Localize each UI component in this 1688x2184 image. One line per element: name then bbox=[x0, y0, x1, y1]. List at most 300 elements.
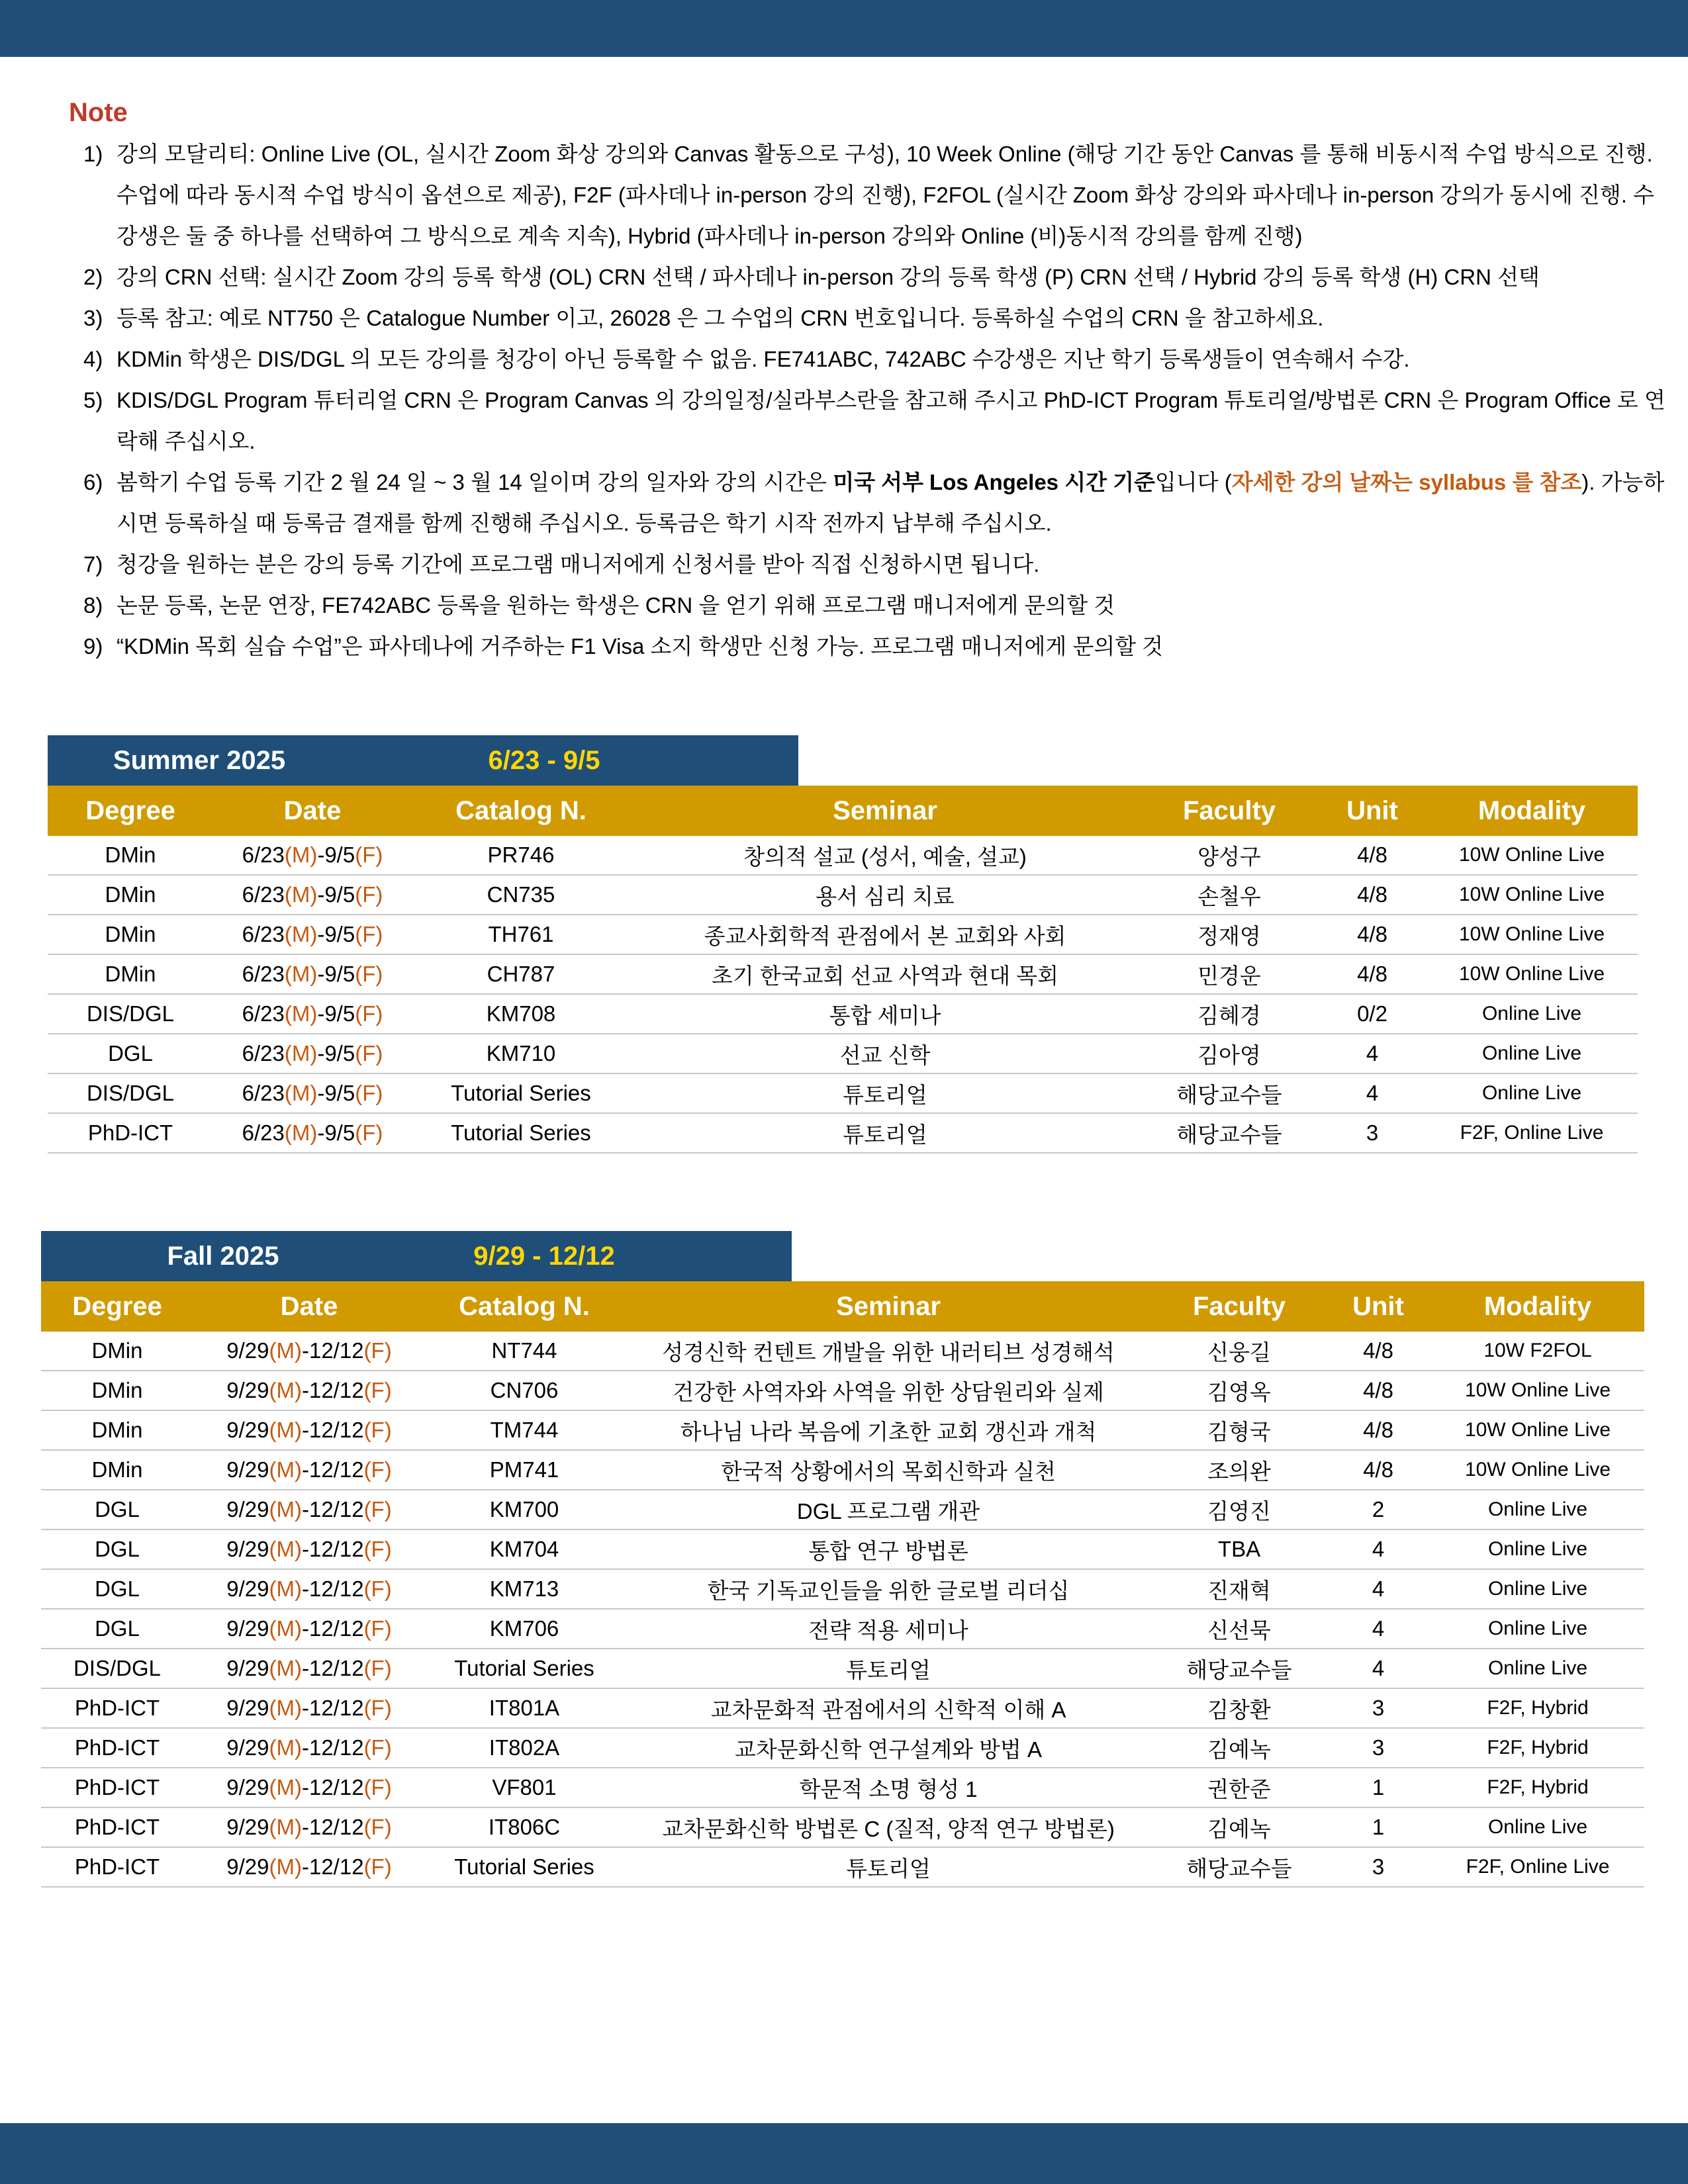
cell-date bbox=[193, 1529, 425, 1569]
note-number: 3) bbox=[83, 306, 103, 330]
cell-unit: 4 bbox=[1325, 1569, 1431, 1609]
date-start: 6/23 bbox=[242, 922, 285, 946]
fall-schedule-table bbox=[41, 1281, 1644, 1888]
note-item bbox=[83, 339, 1672, 380]
date-start-day: (M) bbox=[284, 842, 318, 867]
cell-modality: Online Live bbox=[1426, 1073, 1638, 1113]
cell-unit: 3 bbox=[1319, 1113, 1426, 1153]
date-end-day: (F) bbox=[363, 1338, 392, 1363]
cell-degree: DMin bbox=[48, 954, 213, 994]
cell-catalog: PR746 bbox=[412, 836, 630, 875]
summer-term-dates: 6/23 - 9/5 bbox=[488, 745, 600, 775]
cell-faculty: 김혜경 bbox=[1140, 994, 1319, 1034]
cell-seminar: 튜토리얼 bbox=[630, 1113, 1140, 1153]
note-number: 7) bbox=[83, 552, 103, 576]
cell-seminar: 튜토리얼 bbox=[630, 1073, 1140, 1113]
note-number: 6) bbox=[83, 470, 103, 494]
cell-degree: PhD-ICT bbox=[41, 1847, 193, 1887]
cell-seminar: 교차문화신학 연구설계와 방법 A bbox=[624, 1728, 1153, 1768]
note-number: 5) bbox=[83, 388, 103, 412]
date-end: -9/5 bbox=[317, 842, 355, 867]
cell-catalog: KM713 bbox=[425, 1569, 624, 1609]
table-row bbox=[41, 1807, 1644, 1847]
date-start: 9/29 bbox=[226, 1378, 269, 1402]
bottom-banner bbox=[0, 2123, 1688, 2184]
cell-seminar: 성경신학 컨텐트 개발을 위한 내러티브 성경해석 bbox=[624, 1332, 1153, 1371]
date-start: 6/23 bbox=[242, 962, 285, 986]
cell-date bbox=[193, 1847, 425, 1887]
date-start-day: (M) bbox=[269, 1497, 302, 1522]
header-modality: Modality bbox=[1426, 786, 1638, 836]
cell-date bbox=[193, 1490, 425, 1529]
date-end-day: (F) bbox=[355, 962, 383, 986]
cell-seminar: 한국적 상황에서의 목회신학과 실천 bbox=[624, 1450, 1153, 1490]
cell-catalog: KM704 bbox=[425, 1529, 624, 1569]
cell-date bbox=[193, 1688, 425, 1728]
cell-degree: DMin bbox=[41, 1450, 193, 1490]
note-item bbox=[83, 585, 1672, 626]
date-end: -12/12 bbox=[301, 1815, 364, 1839]
cell-date bbox=[193, 1728, 425, 1768]
note-item bbox=[83, 380, 1672, 462]
cell-unit: 4 bbox=[1325, 1609, 1431, 1649]
header-seminar: Seminar bbox=[630, 786, 1140, 836]
cell-unit: 4/8 bbox=[1325, 1410, 1431, 1450]
table-row bbox=[41, 1609, 1644, 1649]
date-end-day: (F) bbox=[363, 1656, 392, 1680]
table-row bbox=[41, 1649, 1644, 1688]
cell-date bbox=[213, 915, 412, 954]
cell-degree: DMin bbox=[48, 915, 213, 954]
date-start-day: (M) bbox=[284, 1081, 318, 1105]
date-start: 9/29 bbox=[226, 1576, 269, 1601]
date-start-day: (M) bbox=[269, 1775, 302, 1799]
fall-header-row bbox=[41, 1281, 1644, 1332]
cell-catalog: CH787 bbox=[412, 954, 630, 994]
cell-unit: 4/8 bbox=[1319, 915, 1426, 954]
note-text bbox=[117, 134, 1672, 257]
note-text-part: 논문 등록, 논문 연장, FE742ABC 등록을 원하는 학생은 CRN 을 얻기 위해 프로그램 매니저에게 문의할 것 bbox=[117, 593, 1115, 617]
table-row bbox=[41, 1410, 1644, 1450]
cell-modality: F2F, Online Live bbox=[1431, 1847, 1644, 1887]
cell-degree: DMin bbox=[48, 836, 213, 875]
cell-unit: 4/8 bbox=[1319, 954, 1426, 994]
cell-date bbox=[193, 1371, 425, 1410]
fall-term-header bbox=[41, 1231, 792, 1281]
date-start-day: (M) bbox=[269, 1418, 302, 1442]
date-start-day: (M) bbox=[269, 1537, 302, 1561]
cell-catalog: IT806C bbox=[425, 1807, 624, 1847]
cell-degree: DIS/DGL bbox=[48, 1073, 213, 1113]
cell-unit: 4 bbox=[1319, 1034, 1426, 1073]
date-start-day: (M) bbox=[284, 962, 318, 986]
note-text bbox=[117, 257, 1672, 298]
date-start-day: (M) bbox=[269, 1854, 302, 1879]
date-start: 9/29 bbox=[226, 1775, 269, 1799]
cell-catalog: IT801A bbox=[425, 1688, 624, 1728]
cell-seminar: 하나님 나라 복음에 기초한 교회 갱신과 개척 bbox=[624, 1410, 1153, 1450]
date-end: -12/12 bbox=[301, 1854, 364, 1879]
date-start-day: (M) bbox=[269, 1378, 302, 1402]
cell-unit: 3 bbox=[1325, 1688, 1431, 1728]
table-row bbox=[41, 1688, 1644, 1728]
cell-date bbox=[213, 1073, 412, 1113]
cell-degree: DGL bbox=[41, 1569, 193, 1609]
date-end-day: (F) bbox=[363, 1457, 392, 1482]
table-row bbox=[48, 836, 1638, 875]
date-end-day: (F) bbox=[363, 1775, 392, 1799]
cell-catalog: CN735 bbox=[412, 875, 630, 915]
note-text-part: ). 가능하시면 등록하실 때 등록금 결재를 함께 진행해 주십시오. 등록금은 학기 시작 전까지 납부해 주십시오. bbox=[117, 470, 1665, 535]
cell-catalog: KM710 bbox=[412, 1034, 630, 1073]
header-unit: Unit bbox=[1325, 1281, 1431, 1332]
note-number: 4) bbox=[83, 347, 103, 371]
cell-seminar: 교차문화신학 방법론 C (질적, 양적 연구 방법론) bbox=[624, 1807, 1153, 1847]
date-end-day: (F) bbox=[363, 1418, 392, 1442]
table-row bbox=[48, 915, 1638, 954]
date-start: 9/29 bbox=[226, 1418, 269, 1442]
date-end-day: (F) bbox=[363, 1696, 392, 1720]
cell-unit: 4 bbox=[1325, 1649, 1431, 1688]
top-banner bbox=[0, 0, 1688, 57]
cell-unit: 0/2 bbox=[1319, 994, 1426, 1034]
cell-faculty: 양성구 bbox=[1140, 836, 1319, 875]
cell-catalog: IT802A bbox=[425, 1728, 624, 1768]
date-start-day: (M) bbox=[284, 1001, 318, 1026]
note-title: Note bbox=[69, 98, 128, 127]
date-end-day: (F) bbox=[363, 1735, 392, 1760]
date-start-day: (M) bbox=[284, 1041, 318, 1066]
cell-faculty: 해당교수들 bbox=[1153, 1649, 1325, 1688]
date-start: 9/29 bbox=[226, 1815, 269, 1839]
cell-seminar: 용서 심리 치료 bbox=[630, 875, 1140, 915]
note-text-part: KDMin 학생은 DIS/DGL 의 모든 강의를 청강이 아닌 등록할 수 없음. FE741ABC, 742ABC 수강생은 지난 학기 등록생들이 연속해서 수강. bbox=[117, 347, 1410, 371]
table-row bbox=[48, 1073, 1638, 1113]
cell-date bbox=[193, 1332, 425, 1371]
cell-faculty: 해당교수들 bbox=[1140, 1113, 1319, 1153]
date-end: -9/5 bbox=[317, 882, 355, 907]
date-end: -9/5 bbox=[317, 1041, 355, 1066]
note-text-part: 청강을 원하는 분은 강의 등록 기간에 프로그램 매니저에게 신청서를 받아 직접 신청하시면 됩니다. bbox=[117, 552, 1040, 576]
table-row bbox=[41, 1490, 1644, 1529]
date-end-day: (F) bbox=[355, 842, 383, 867]
date-start-day: (M) bbox=[269, 1457, 302, 1482]
cell-catalog: Tutorial Series bbox=[412, 1113, 630, 1153]
table-row bbox=[41, 1728, 1644, 1768]
note-text-part: 봄학기 수업 등록 기간 2 월 24 일 ~ 3 월 14 일이며 강의 일자와 강의 시간은 bbox=[117, 470, 833, 494]
cell-faculty: TBA bbox=[1153, 1529, 1325, 1569]
date-end-day: (F) bbox=[363, 1497, 392, 1522]
date-start: 9/29 bbox=[226, 1854, 269, 1879]
note-emphasis: 미국 서부 Los Angeles 시간 기준 bbox=[833, 470, 1155, 494]
date-end: -12/12 bbox=[301, 1418, 364, 1442]
cell-modality: 10W Online Live bbox=[1426, 915, 1638, 954]
date-start-day: (M) bbox=[269, 1656, 302, 1680]
cell-modality: Online Live bbox=[1431, 1490, 1644, 1529]
cell-seminar: 학문적 소명 형성 1 bbox=[624, 1768, 1153, 1807]
note-text-part: 강의 모달리티: Online Live (OL, 실시간 Zoom 화상 강의와 Canvas 활동으로 구성), 10 Week Online (해당 기간 동안 Canvas 를 통해 비동시적 수업 방식으로 진행. 수업에 따라 동시적 수업 방식이 옵션으로 제공), F2F (파사데나 in-person 강의 진행), F2FOL (실시간 Zoom 화상 강의와 파사데나 in-person 강의가 동시에 진행. 수강생은 둘 중 하나를 선택하여 그 방식으로 계속 지속), Hybrid (파사데나 in-person 강의와 Online (비)동시적 강의를 함께 진행) bbox=[117, 142, 1654, 248]
cell-faculty: 손철우 bbox=[1140, 875, 1319, 915]
cell-catalog: VF801 bbox=[425, 1768, 624, 1807]
date-end: -12/12 bbox=[301, 1576, 364, 1601]
note-text bbox=[117, 585, 1672, 626]
note-number: 9) bbox=[83, 634, 103, 659]
cell-unit: 4/8 bbox=[1325, 1450, 1431, 1490]
cell-degree: DGL bbox=[41, 1529, 193, 1569]
cell-seminar: 통합 세미나 bbox=[630, 994, 1140, 1034]
summer-term-name: Summer 2025 bbox=[113, 745, 286, 775]
cell-modality: Online Live bbox=[1431, 1609, 1644, 1649]
note-text-part: 강의 CRN 선택: 실시간 Zoom 강의 등록 학생 (OL) CRN 선택 / 파사데나 in-person 강의 등록 학생 (P) CRN 선택 / Hybrid 강의 등록 학생 (H) CRN 선택 bbox=[117, 265, 1540, 289]
header-modality: Modality bbox=[1431, 1281, 1644, 1332]
cell-faculty: 신선묵 bbox=[1153, 1609, 1325, 1649]
cell-faculty: 신웅길 bbox=[1153, 1332, 1325, 1371]
cell-degree: PhD-ICT bbox=[41, 1728, 193, 1768]
cell-modality: 10W Online Live bbox=[1426, 954, 1638, 994]
note-text-part: 입니다 ( bbox=[1154, 470, 1232, 494]
cell-degree: DIS/DGL bbox=[48, 994, 213, 1034]
date-start: 6/23 bbox=[242, 1001, 285, 1026]
cell-date bbox=[193, 1609, 425, 1649]
cell-seminar: 선교 신학 bbox=[630, 1034, 1140, 1073]
header-catalog: Catalog N. bbox=[425, 1281, 624, 1332]
note-item bbox=[83, 257, 1672, 298]
summer-term-header bbox=[48, 735, 798, 786]
date-end: -12/12 bbox=[301, 1338, 364, 1363]
date-start: 9/29 bbox=[226, 1616, 269, 1641]
cell-date bbox=[213, 1113, 412, 1153]
table-row bbox=[41, 1332, 1644, 1371]
date-end: -12/12 bbox=[301, 1616, 364, 1641]
cell-date bbox=[193, 1649, 425, 1688]
date-start: 6/23 bbox=[242, 1081, 285, 1105]
summer-schedule-table bbox=[48, 786, 1638, 1154]
cell-faculty: 김예녹 bbox=[1153, 1807, 1325, 1847]
cell-catalog: Tutorial Series bbox=[425, 1649, 624, 1688]
cell-seminar: 초기 한국교회 선교 사역과 현대 목회 bbox=[630, 954, 1140, 994]
cell-faculty: 김예녹 bbox=[1153, 1728, 1325, 1768]
cell-unit: 3 bbox=[1325, 1847, 1431, 1887]
header-date: Date bbox=[193, 1281, 425, 1332]
date-start-day: (M) bbox=[284, 922, 318, 946]
date-end-day: (F) bbox=[363, 1815, 392, 1839]
date-start: 9/29 bbox=[226, 1497, 269, 1522]
cell-degree: PhD-ICT bbox=[41, 1688, 193, 1728]
table-row bbox=[41, 1371, 1644, 1410]
cell-seminar: 튜토리얼 bbox=[624, 1649, 1153, 1688]
date-end: -9/5 bbox=[317, 1081, 355, 1105]
table-row bbox=[41, 1569, 1644, 1609]
table-row bbox=[48, 954, 1638, 994]
date-start: 6/23 bbox=[242, 882, 285, 907]
date-start-day: (M) bbox=[284, 1120, 318, 1145]
cell-catalog: KM706 bbox=[425, 1609, 624, 1649]
date-start: 9/29 bbox=[226, 1656, 269, 1680]
notes-list bbox=[83, 134, 1672, 667]
date-end: -12/12 bbox=[301, 1775, 364, 1799]
note-text-part: KDIS/DGL Program 튜터리얼 CRN 은 Program Canvas 의 강의일정/실라부스란을 참고해 주시고 PhD-ICT Program 튜토리얼/방법론 CRN 은 Program Office 로 연락해 주십시오. bbox=[117, 388, 1665, 453]
cell-faculty: 조의완 bbox=[1153, 1450, 1325, 1490]
header-unit: Unit bbox=[1319, 786, 1426, 836]
cell-modality: F2F, Hybrid bbox=[1431, 1728, 1644, 1768]
note-text bbox=[117, 544, 1672, 585]
cell-unit: 1 bbox=[1325, 1807, 1431, 1847]
date-start-day: (M) bbox=[269, 1616, 302, 1641]
cell-faculty: 해당교수들 bbox=[1140, 1073, 1319, 1113]
cell-date bbox=[213, 994, 412, 1034]
table-row bbox=[48, 875, 1638, 915]
cell-unit: 4/8 bbox=[1325, 1371, 1431, 1410]
header-degree: Degree bbox=[48, 786, 213, 836]
date-start-day: (M) bbox=[269, 1696, 302, 1720]
cell-unit: 1 bbox=[1325, 1768, 1431, 1807]
note-highlight: 자세한 강의 날짜는 syllabus 를 참조 bbox=[1231, 470, 1582, 494]
cell-unit: 4/8 bbox=[1319, 875, 1426, 915]
cell-modality: Online Live bbox=[1431, 1569, 1644, 1609]
cell-catalog: PM741 bbox=[425, 1450, 624, 1490]
date-end: -12/12 bbox=[301, 1656, 364, 1680]
note-text bbox=[117, 380, 1672, 462]
date-start: 6/23 bbox=[242, 1120, 285, 1145]
cell-catalog: TM744 bbox=[425, 1410, 624, 1450]
cell-modality: 10W Online Live bbox=[1431, 1450, 1644, 1490]
cell-seminar: 한국 기독교인들을 위한 글로벌 리더십 bbox=[624, 1569, 1153, 1609]
cell-seminar: 통합 연구 방법론 bbox=[624, 1529, 1153, 1569]
cell-date bbox=[193, 1768, 425, 1807]
cell-modality: F2F, Online Live bbox=[1426, 1113, 1638, 1153]
cell-degree: DMin bbox=[41, 1371, 193, 1410]
cell-date bbox=[193, 1410, 425, 1450]
date-end-day: (F) bbox=[363, 1537, 392, 1561]
cell-faculty: 민경운 bbox=[1140, 954, 1319, 994]
date-start: 9/29 bbox=[226, 1735, 269, 1760]
date-end-day: (F) bbox=[355, 922, 383, 946]
date-end: -12/12 bbox=[301, 1696, 364, 1720]
note-item bbox=[83, 626, 1672, 667]
date-start: 9/29 bbox=[226, 1537, 269, 1561]
cell-unit: 4 bbox=[1319, 1073, 1426, 1113]
cell-seminar: 창의적 설교 (성서, 예술, 설교) bbox=[630, 836, 1140, 875]
date-end: -12/12 bbox=[301, 1378, 364, 1402]
date-end: -9/5 bbox=[317, 1001, 355, 1026]
cell-degree: DGL bbox=[41, 1609, 193, 1649]
fall-term-name: Fall 2025 bbox=[167, 1241, 279, 1271]
date-start: 9/29 bbox=[226, 1457, 269, 1482]
cell-modality: 10W Online Live bbox=[1426, 836, 1638, 875]
cell-degree: DIS/DGL bbox=[41, 1649, 193, 1688]
cell-modality: Online Live bbox=[1431, 1807, 1644, 1847]
header-catalog: Catalog N. bbox=[412, 786, 630, 836]
cell-modality: F2F, Hybrid bbox=[1431, 1768, 1644, 1807]
cell-date bbox=[193, 1807, 425, 1847]
cell-degree: DGL bbox=[41, 1490, 193, 1529]
note-text bbox=[117, 339, 1672, 380]
cell-degree: DGL bbox=[48, 1034, 213, 1073]
date-end-day: (F) bbox=[355, 1081, 383, 1105]
cell-degree: DMin bbox=[41, 1332, 193, 1371]
cell-seminar: DGL 프로그램 개관 bbox=[624, 1490, 1153, 1529]
cell-unit: 4 bbox=[1325, 1529, 1431, 1569]
cell-modality: 10W F2FOL bbox=[1431, 1332, 1644, 1371]
cell-seminar: 전략 적용 세미나 bbox=[624, 1609, 1153, 1649]
date-start-day: (M) bbox=[284, 882, 318, 907]
cell-faculty: 진재혁 bbox=[1153, 1569, 1325, 1609]
cell-modality: 10W Online Live bbox=[1431, 1410, 1644, 1450]
note-text bbox=[117, 626, 1672, 667]
summer-header-row bbox=[48, 786, 1638, 836]
cell-catalog: KM708 bbox=[412, 994, 630, 1034]
cell-degree: DMin bbox=[48, 875, 213, 915]
note-item bbox=[83, 462, 1672, 544]
cell-date bbox=[213, 836, 412, 875]
cell-catalog: CN706 bbox=[425, 1371, 624, 1410]
cell-faculty: 정재영 bbox=[1140, 915, 1319, 954]
note-number: 8) bbox=[83, 593, 103, 617]
date-end-day: (F) bbox=[363, 1854, 392, 1879]
date-start: 6/23 bbox=[242, 842, 285, 867]
table-row bbox=[48, 1034, 1638, 1073]
table-row bbox=[41, 1768, 1644, 1807]
cell-date bbox=[213, 954, 412, 994]
cell-faculty: 김아영 bbox=[1140, 1034, 1319, 1073]
table-row bbox=[41, 1529, 1644, 1569]
note-number: 1) bbox=[83, 142, 103, 166]
date-end: -12/12 bbox=[301, 1537, 364, 1561]
date-end-day: (F) bbox=[363, 1378, 392, 1402]
date-end: -12/12 bbox=[301, 1497, 364, 1522]
cell-date bbox=[193, 1569, 425, 1609]
date-start: 6/23 bbox=[242, 1041, 285, 1066]
cell-modality: Online Live bbox=[1431, 1529, 1644, 1569]
header-faculty: Faculty bbox=[1153, 1281, 1325, 1332]
note-text-part: “KDMin 목회 실습 수업”은 파사데나에 거주하는 F1 Visa 소지 학생만 신청 가능. 프로그램 매니저에게 문의할 것 bbox=[117, 634, 1164, 659]
note-text bbox=[117, 462, 1672, 544]
cell-degree: PhD-ICT bbox=[41, 1807, 193, 1847]
header-date: Date bbox=[213, 786, 412, 836]
cell-catalog: KM700 bbox=[425, 1490, 624, 1529]
header-degree: Degree bbox=[41, 1281, 193, 1332]
cell-faculty: 권한준 bbox=[1153, 1768, 1325, 1807]
table-row bbox=[41, 1450, 1644, 1490]
note-text bbox=[117, 298, 1672, 339]
date-end: -12/12 bbox=[301, 1735, 364, 1760]
date-end-day: (F) bbox=[363, 1576, 392, 1601]
cell-unit: 3 bbox=[1325, 1728, 1431, 1768]
date-end-day: (F) bbox=[355, 882, 383, 907]
cell-modality: 10W Online Live bbox=[1426, 875, 1638, 915]
cell-seminar: 튜토리얼 bbox=[624, 1847, 1153, 1887]
cell-faculty: 해당교수들 bbox=[1153, 1847, 1325, 1887]
cell-faculty: 김영옥 bbox=[1153, 1371, 1325, 1410]
cell-catalog: TH761 bbox=[412, 915, 630, 954]
date-end-day: (F) bbox=[355, 1041, 383, 1066]
table-row bbox=[48, 994, 1638, 1034]
date-end: -9/5 bbox=[317, 922, 355, 946]
cell-seminar: 교차문화적 관점에서의 신학적 이해 A bbox=[624, 1688, 1153, 1728]
note-text-part: 등록 참고: 예로 NT750 은 Catalogue Number 이고, 26028 은 그 수업의 CRN 번호입니다. 등록하실 수업의 CRN 을 참고하세요. bbox=[117, 306, 1324, 330]
cell-date bbox=[213, 875, 412, 915]
date-start-day: (M) bbox=[269, 1815, 302, 1839]
table-row bbox=[48, 1113, 1638, 1153]
date-start: 9/29 bbox=[226, 1338, 269, 1363]
date-end-day: (F) bbox=[363, 1616, 392, 1641]
cell-faculty: 김창환 bbox=[1153, 1688, 1325, 1728]
cell-date bbox=[193, 1450, 425, 1490]
cell-catalog: Tutorial Series bbox=[412, 1073, 630, 1113]
cell-unit: 4/8 bbox=[1325, 1332, 1431, 1371]
cell-date bbox=[213, 1034, 412, 1073]
cell-faculty: 김형국 bbox=[1153, 1410, 1325, 1450]
